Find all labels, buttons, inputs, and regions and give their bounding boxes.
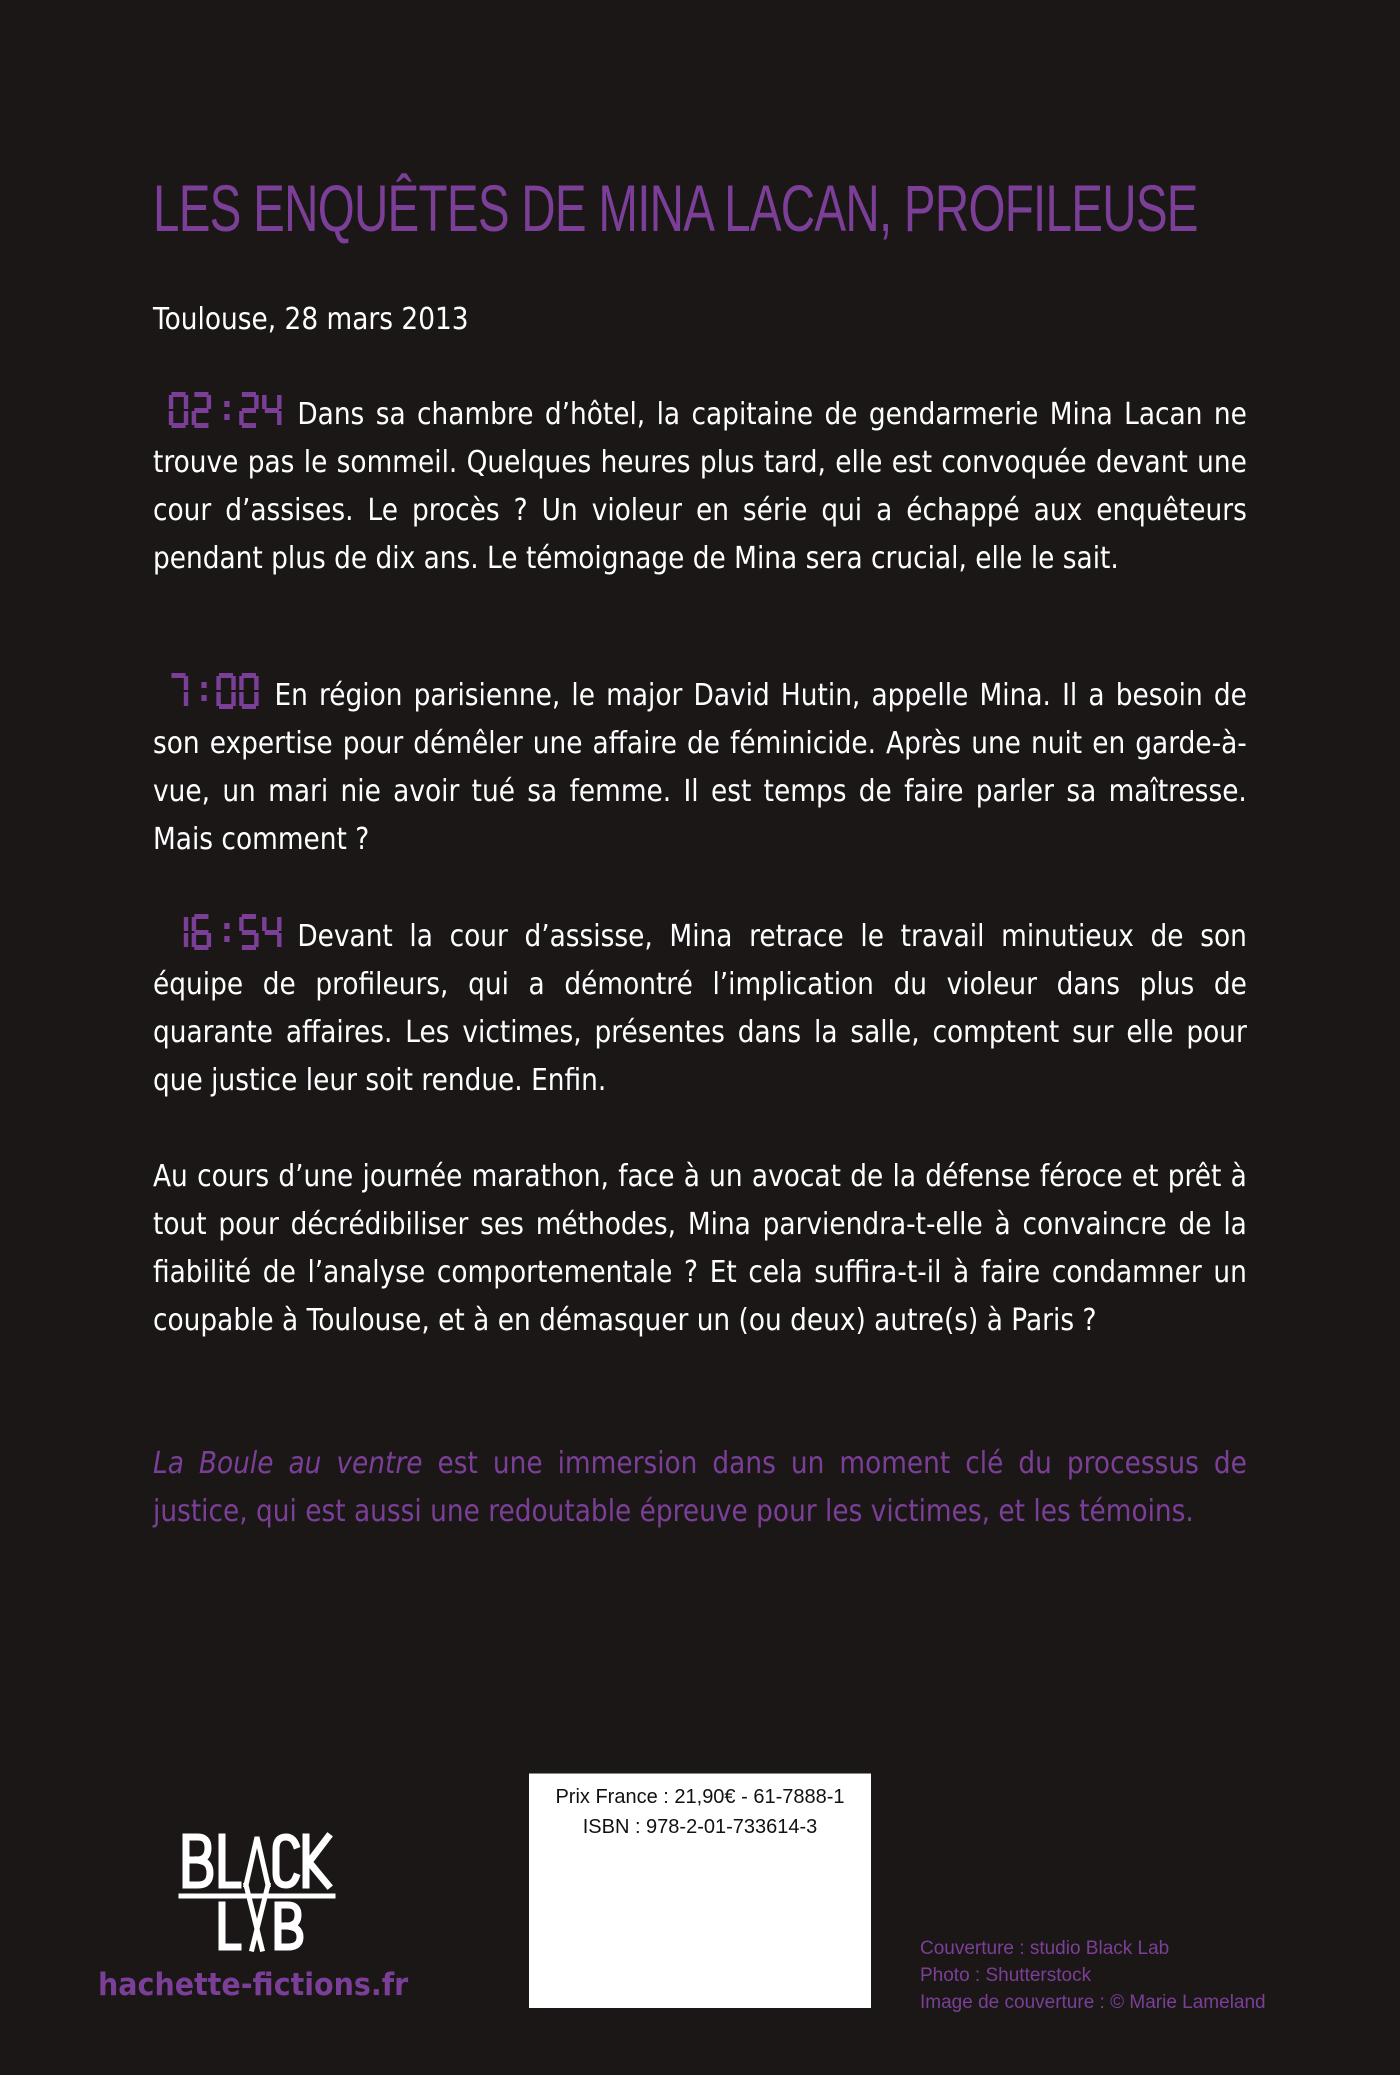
clock-icon-0700 [169, 673, 262, 709]
book-title: La Boule au ventre [153, 1446, 423, 1481]
clock-icon-1654 [169, 914, 285, 950]
publisher-website-link[interactable]: hachette-fictions.fr [98, 1967, 409, 2003]
clock-digit [262, 914, 281, 950]
black-lab-logo [178, 1831, 336, 1953]
summary-text: Au cours d’une journée marathon, face à un avocat de la défense féroce et prêt à tout pour décrédibiliser ses méthodes, Mina parviendra-t-elle à convaincre de la fiabilité de l’analyse comportementale ? Et cela suffira-t-il à faire condamner un coupable à Toulouse, et à en démasquer un (ou deux) autre(s) à Paris ? [153, 1159, 1247, 1338]
clock-digit [216, 673, 235, 709]
credit-line: Image de couverture : © Marie Lameland [920, 1992, 1266, 2013]
price-isbn-box [529, 1773, 871, 2008]
clock-digit [169, 392, 188, 428]
clock-digit [192, 392, 211, 428]
dateline: Toulouse, 28 mars 2013 [153, 302, 469, 337]
clock-colon [220, 392, 234, 428]
price-line: Prix France : 21,90€ - 61-7888-1 [555, 1786, 845, 1808]
clock-colon [197, 673, 211, 709]
timeline-text: Devant la cour d’assisse, Mina retrace le travail minutieux de son équipe de profileurs, qui a démontré l’implication du violeur dans plus de quarante affaires. Les victimes, présentes dans la salle, comptent sur elle pour que justice leur soit rendue. Enfin. [153, 919, 1247, 1098]
timeline-text: En région parisienne, le major David Hutin, appelle Mina. Il a besoin de son expertise pour démêler une affaire de féminicide. Après une nuit en garde-à-vue, un mari nie avoir tué sa femme. Il est temps de faire parler sa maîtresse. Mais comment ? [153, 678, 1247, 857]
clock-digit [192, 914, 211, 950]
clock-digit [169, 673, 188, 709]
clock-digit [239, 392, 258, 428]
black-lab-logo-icon [178, 1831, 336, 1953]
credits [920, 1935, 1266, 2016]
clock-icon-0224 [169, 392, 285, 428]
clock-digit [169, 914, 188, 950]
tagline-text: est une immersion dans un moment clé du processus de justice, qui est aussi une redoutable épreuve pour les victimes, et les témoins. [153, 1446, 1247, 1529]
credit-line: Photo : Shutterstock [920, 1965, 1092, 1986]
series-title: LES ENQUÊTES DE MINA LACAN, PROFILEUSE [153, 171, 1198, 245]
clock-digit [262, 392, 281, 428]
clock-digit [239, 673, 258, 709]
clock-digit [239, 914, 258, 950]
timeline-text: Dans sa chambre d’hôtel, la capitaine de gendarmerie Mina Lacan ne trouve pas le sommeil. Quelques heures plus tard, elle est convoquée devant une cour d’assises. Le procès ? Un violeur en série qui a échappé aux enquêteurs pendant plus de dix ans. Le témoignage de Mina sera crucial, elle le sait. [153, 397, 1247, 576]
clock-colon [220, 914, 234, 950]
summary-paragraph [153, 1153, 1247, 1345]
credit-line: Couverture : studio Black Lab [920, 1938, 1170, 1959]
timeline-entry-0224 [153, 391, 1247, 583]
isbn-line: ISBN : 978-2-01-733614-3 [582, 1816, 818, 1838]
tagline-paragraph [153, 1440, 1247, 1536]
timeline-entry-0700 [153, 672, 1247, 864]
timeline-entry-1654 [153, 913, 1247, 1105]
